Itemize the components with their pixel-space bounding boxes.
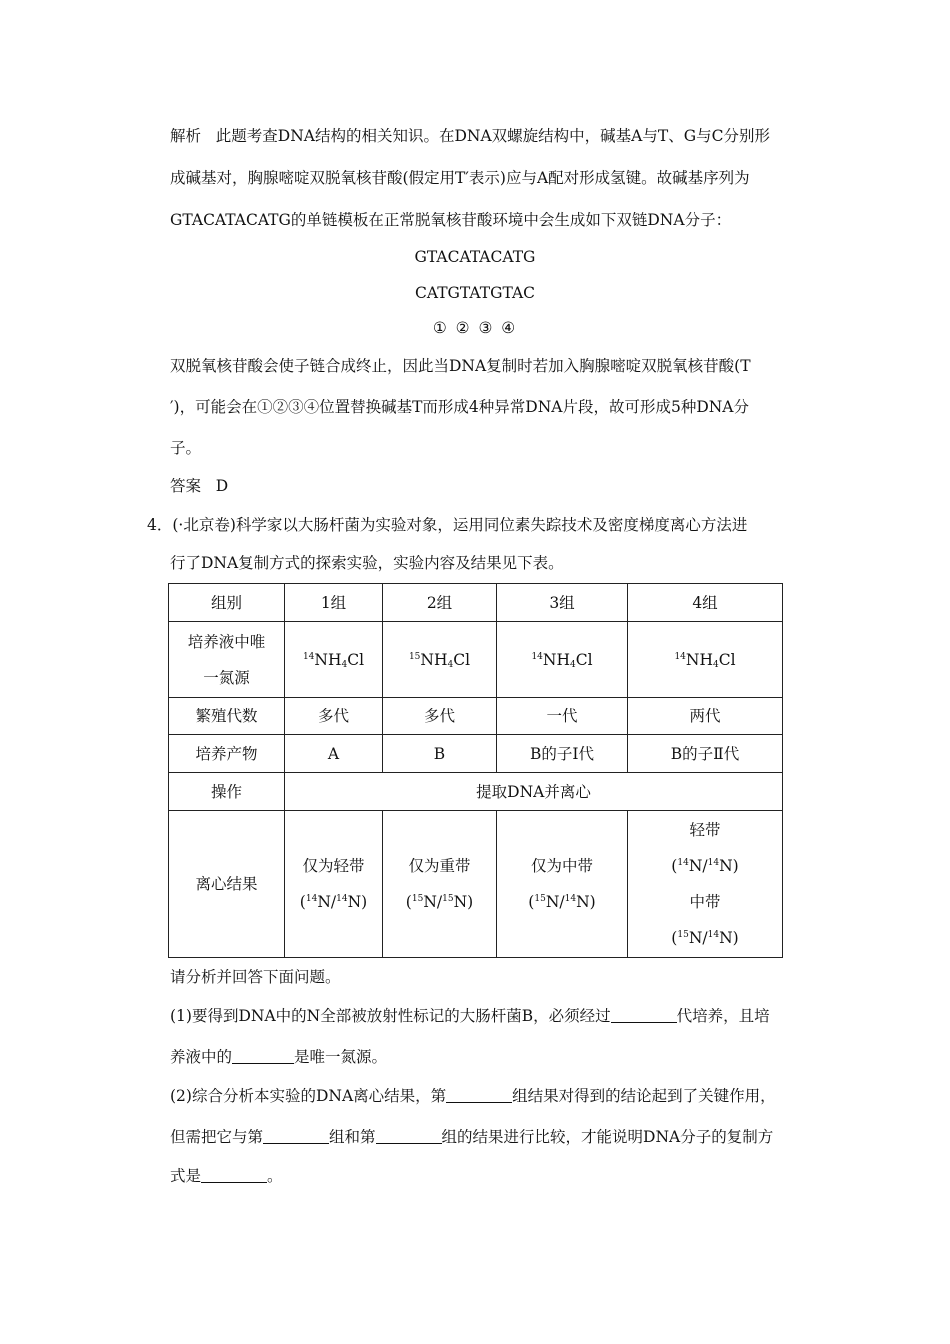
isotope-mass: 14: [674, 651, 686, 662]
element-symbol: N: [317, 893, 331, 911]
table-row-nitrogen-source: [169, 622, 783, 698]
isotope-mass: 14: [707, 930, 720, 940]
question-number: 4．: [147, 516, 173, 534]
question-text: 组的结果进行比较，才能说明DNA分子的复制方: [441, 1128, 774, 1146]
header-cell: 4组: [628, 584, 783, 622]
band-label: 仅为中带: [530, 857, 593, 875]
question-4-line-2: 行了DNA复制方式的探索实验，实验内容及结果见下表。: [170, 554, 564, 572]
question-2-line-3: [170, 1166, 283, 1186]
table-cell: B的子Ⅱ代: [628, 735, 783, 773]
row-label-line: 一氮源: [203, 668, 250, 687]
element-symbol: N: [423, 893, 437, 911]
isotope-mass: 15: [677, 930, 689, 940]
sequence-top-strand: GTACATACATG: [414, 248, 536, 266]
result-cell-group-4: [628, 811, 783, 958]
isotope-ratio: ($^{15}$N/$^{14}$N): [528, 893, 596, 911]
isotope-mass: 14: [336, 894, 348, 904]
table-row-operation: [169, 773, 783, 811]
compound-text: NH: [314, 650, 342, 669]
row-label: 繁殖代数: [169, 698, 285, 735]
analysis-line-4: 双脱氧核苷酸会使子链合成终止，因此当DNA复制时若加入胸腺嘧啶双脱氧核苷酸(T: [170, 357, 751, 375]
answer-blank[interactable]: [446, 1088, 512, 1103]
compound-text: NH: [542, 650, 570, 669]
result-cell-group-3: [497, 811, 628, 958]
answer-value: D: [215, 477, 229, 495]
element-symbol: N: [688, 929, 703, 947]
question-1-line-1: [170, 1006, 770, 1026]
question-text: 养液中的: [170, 1048, 233, 1066]
compound-text: NH: [685, 650, 713, 669]
question-text: (1)要得到DNA中的N全部被放射性标记的大肠杆菌B，必须经过: [170, 1007, 611, 1025]
answer-blank[interactable]: [232, 1049, 294, 1064]
analysis-label: 解析: [170, 127, 202, 145]
question-1-line-2: [170, 1047, 387, 1067]
compound-text: Cl: [347, 650, 365, 669]
table-cell: 两代: [628, 698, 783, 735]
question-2-line-1: [170, 1086, 776, 1106]
questions-intro: 请分析并回答下面问题。: [170, 968, 341, 986]
element-symbol: N: [453, 893, 468, 911]
answer-blank[interactable]: [263, 1129, 329, 1144]
header-cell: 3组: [497, 584, 628, 622]
question-text: 组结果对得到的结论起到了关键作用，: [512, 1087, 776, 1105]
table-cell: B的子Ⅰ代: [497, 735, 628, 773]
question-text: 代培养，且培: [676, 1007, 770, 1025]
compound-text: Cl: [453, 650, 471, 669]
isotope-mass: 14: [302, 651, 315, 662]
compound-subscript: 4: [447, 659, 454, 670]
analysis-text-1: 此题考查DNA结构的相关知识。在DNA双螺旋结构中，碱基A与T、G与C分别形: [215, 127, 770, 145]
band-label: 仅为重带: [408, 857, 471, 875]
header-cell: 组别: [169, 584, 285, 622]
isotope-mass: 15: [534, 894, 546, 904]
row-label: 操作: [169, 773, 285, 811]
question-text: 是唯一氮源。: [294, 1048, 388, 1066]
isotope-mass: 14: [564, 894, 577, 904]
row-label: 离心结果: [169, 811, 285, 958]
isotope-mass: 14: [707, 858, 720, 868]
answer-line: [170, 476, 228, 496]
isotope-mass: 15: [408, 651, 421, 662]
question-2-line-2: [170, 1127, 773, 1147]
analysis-line-5: ′)，可能会在①②③④位置替换碱基T而形成4种异常DNA片段，故可形成5种DNA分: [170, 398, 749, 416]
compound-subscript: 4: [569, 659, 576, 670]
band-label: 轻带: [689, 821, 721, 839]
nitrogen-source-cell: [497, 622, 628, 698]
element-symbol: N: [347, 893, 362, 911]
table-cell: B: [383, 735, 497, 773]
element-symbol: N: [688, 857, 703, 875]
table-cell: A: [285, 735, 383, 773]
question-4-text-1: (·北京卷)科学家以大肠杆菌为实验对象，运用同位素失踪技术及密度梯度离心方法进: [172, 516, 748, 534]
element-symbol: N: [545, 893, 560, 911]
element-symbol: N: [719, 857, 733, 875]
analysis-line-2: 成碱基对，胸腺嘧啶双脱氧核苷酸(假定用T′表示)应与A配对形成氢键。故碱基序列为: [170, 169, 750, 187]
nitrogen-source-cell: [383, 622, 497, 698]
nitrogen-source-cell: [628, 622, 783, 698]
analysis-line-6: 子。: [170, 439, 202, 457]
result-cell-group-1: [285, 811, 383, 958]
isotope-ratio: ($^{14}$N/$^{14}$N): [299, 893, 368, 911]
position-markers: ① ② ③ ④: [432, 319, 518, 337]
table-row-centrifuge-result: [169, 811, 783, 958]
header-cell: 2组: [383, 584, 497, 622]
compound-text: Cl: [575, 650, 593, 669]
table-cell: 多代: [285, 698, 383, 735]
compound-text: NH: [420, 650, 448, 669]
question-text: 但需把它与第: [170, 1128, 264, 1146]
question-text: 。: [267, 1167, 283, 1185]
isotope-mass: 14: [531, 651, 543, 662]
question-text: 组和第: [329, 1128, 376, 1146]
element-symbol: N: [719, 929, 733, 947]
table-row-generations: [169, 698, 783, 735]
row-label: 培养产物: [169, 735, 285, 773]
isotope-mass: 15: [411, 894, 424, 904]
isotope-ratio: ($^{14}$N/$^{14}$N): [671, 857, 739, 875]
band-label: 中带: [689, 893, 721, 911]
answer-blank[interactable]: [201, 1168, 267, 1183]
compound-subscript: 4: [712, 659, 719, 670]
result-cell-group-2: [383, 811, 497, 958]
question-text: (2)综合分析本实验的DNA离心结果，第: [170, 1087, 447, 1105]
nitrogen-source-cell: [285, 622, 383, 698]
row-label-line: 培养液中唯: [187, 632, 266, 651]
isotope-mass: 15: [442, 894, 454, 904]
experiment-table: [168, 583, 783, 958]
answer-blank[interactable]: [376, 1129, 442, 1144]
analysis-line-3: GTACATACATG的单链模板在正常脱氧核苷酸环境中会生成如下双链DNA分子：: [170, 211, 732, 229]
question-text: 式是: [170, 1167, 202, 1185]
compound-subscript: 4: [341, 659, 348, 670]
operation-cell: 提取DNA并离心: [285, 773, 783, 811]
band-label: 仅为轻带: [302, 857, 365, 875]
header-cell: 1组: [285, 584, 383, 622]
answer-blank[interactable]: [611, 1008, 677, 1023]
answer-label: 答案: [170, 477, 202, 495]
question-4-line-1: [147, 515, 747, 535]
isotope-mass: 14: [305, 894, 318, 904]
table-header-row: [169, 584, 783, 622]
analysis-line-1: [170, 126, 770, 146]
isotope-mass: 14: [677, 858, 689, 868]
row-label: [169, 622, 285, 698]
sequence-bottom-strand: CATGTATGTAC: [414, 284, 536, 302]
table-cell: 一代: [497, 698, 628, 735]
element-symbol: N: [576, 893, 590, 911]
table-cell: 多代: [383, 698, 497, 735]
isotope-ratio: ($^{15}$N/$^{15}$N): [405, 893, 474, 911]
compound-text: Cl: [718, 650, 736, 669]
table-row-product: [169, 735, 783, 773]
isotope-ratio: ($^{15}$N/$^{14}$N): [671, 929, 739, 947]
